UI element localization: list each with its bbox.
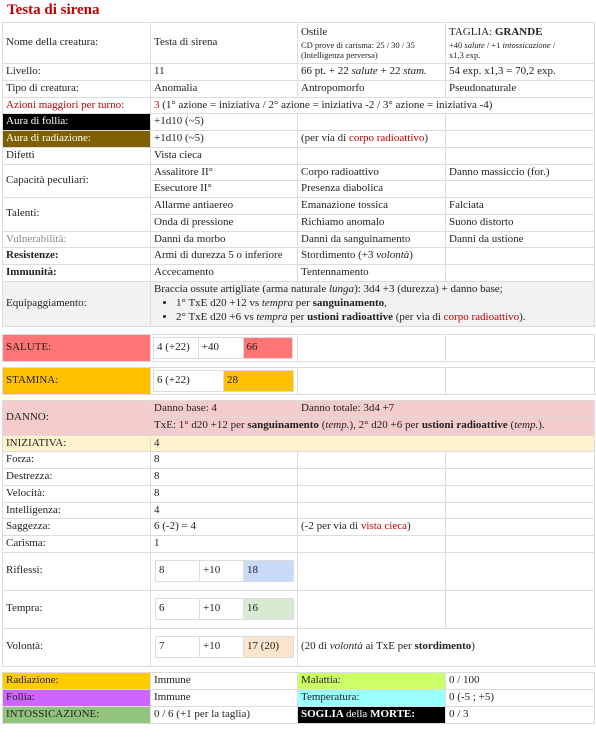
immunita-label: Immunità:	[3, 265, 151, 282]
creature-title: Testa di sirena	[7, 2, 100, 18]
tempra-label: Tempra:	[3, 590, 151, 628]
stamina-base: 6 (+22)	[154, 370, 224, 391]
volonta-note: (20 di volontà ai TxE per stordimento)	[298, 628, 595, 666]
name-value: Testa di sirena	[151, 23, 298, 64]
talento-item: Onda di pressione	[151, 214, 298, 231]
temperatura-value: 0 (-5 ; +5)	[446, 689, 595, 706]
difetti-label: Difetti	[3, 147, 151, 164]
follia-label: Follia:	[3, 689, 151, 706]
ostile-cell	[298, 23, 446, 64]
stamina-total: 28	[224, 370, 294, 391]
stat-value: 8	[151, 485, 298, 502]
aura-radiazione-value: +1d10 (~5)	[151, 131, 298, 148]
equip-value: Braccia ossute artigliate (arma naturale lunga): 3d4 +3 (durezza) + danno base; • 1° TxE d20 +12 vs tempra per sanguinamento, • 2° TxE d20 +6 vs tempra per ustioni radioattive (per via di corpo radioattivo).	[151, 281, 595, 326]
riflessi-label: Riflessi:	[3, 552, 151, 590]
taglia-mod-d: intossicazione	[502, 39, 551, 50]
salute-label: SALUTE:	[3, 334, 151, 361]
stat-label: Velocità:	[3, 485, 151, 502]
name-label: Nome della creatura:	[3, 23, 151, 64]
riflessi-values	[151, 552, 298, 590]
riflessi-bonus: +10	[200, 561, 244, 582]
intossicazione-label: INTOSSICAZIONE:	[3, 706, 151, 723]
equip-bullet-1: • 1° TxE d20 +12 vs tempra per sanguinamento,	[176, 297, 591, 311]
danno-txe: TxE: 1° d20 +12 per sanguinamento (temp.), 2° d20 +6 per ustioni radioattive (temp.).	[151, 417, 595, 435]
immunita-value-1: Accecamento	[151, 265, 298, 282]
stat-value: 8	[151, 469, 298, 486]
danno-label: DANNO:	[3, 400, 151, 435]
tipo-value-2: Antropomorfo	[298, 80, 446, 97]
taglia-mod-c: / +1	[484, 39, 503, 50]
soglia-morte-label: SOGLIA della MORTE:	[298, 706, 446, 723]
volonta-total: 17 (20)	[244, 637, 294, 658]
stamina-label: STAMINA:	[3, 367, 151, 394]
talento-item: Falciata	[446, 198, 595, 215]
equip-bullet-2: • 2° TxE d20 +6 vs tempra per ustioni radioattive (per via di corpo radioattivo).	[176, 311, 591, 325]
soglia-morte-value: 0 / 3	[446, 706, 595, 723]
stat-value: 4	[151, 502, 298, 519]
resistenze-value-1: Armi di durezza 5 o inferiore	[151, 248, 298, 265]
tempra-base: 6	[156, 599, 200, 620]
tempra-values	[151, 590, 298, 628]
stat-value: 1	[151, 536, 298, 553]
taglia-cell	[446, 23, 595, 64]
talento-item: Emanazione tossica	[298, 198, 446, 215]
talenti-label: Talenti:	[3, 198, 151, 232]
temperatura-label: Temperatura:	[298, 689, 446, 706]
salute-values	[151, 334, 298, 361]
stat-label: Saggezza:	[3, 519, 151, 536]
salute-base: 4 (+22)	[154, 337, 199, 358]
taglia-mod-a: +40	[449, 39, 465, 50]
riflessi-total: 18	[244, 561, 294, 582]
tempra-total: 16	[244, 599, 294, 620]
equip-label: Equipaggiamento:	[3, 281, 151, 326]
stat-label: Forza:	[3, 452, 151, 469]
intossicazione-value: 0 / 6 (+1 per la taglia)	[151, 706, 298, 723]
tipo-label: Tipo di creatura:	[3, 80, 151, 97]
aura-radiazione-label: Aura di radiazione:	[3, 131, 151, 148]
salute-bonus: +40	[198, 337, 243, 358]
taglia-prefix: TAGLIA:	[449, 26, 495, 39]
vulnerabilita-item: Danni da ustione	[446, 231, 595, 248]
tipo-value-1: Anomalia	[151, 80, 298, 97]
aura-radiazione-note: (per via di corpo radioattivo)	[298, 131, 446, 148]
capacita-item: Esecutore II°	[151, 181, 298, 198]
livello-label: Livello:	[3, 64, 151, 81]
ostile-title: Ostile	[301, 26, 328, 39]
tempra-bonus: +10	[200, 599, 244, 620]
danno-base: Danno base: 4	[151, 400, 298, 417]
stat-value: 8	[151, 452, 298, 469]
riflessi-base: 8	[156, 561, 200, 582]
capacita-item: Danno massiccio (for.)	[446, 164, 595, 181]
livello-points: 66 pt. + 22 salute + 22 stam.	[298, 64, 446, 81]
stat-label: Destrezza:	[3, 469, 151, 486]
difetti-value: Vista cieca	[151, 147, 298, 164]
capacita-item: Assalitore II°	[151, 164, 298, 181]
azioni-label: Azioni maggiori per turno:	[3, 97, 151, 114]
resistenze-value-2: Stordimento (+3 volontà)	[298, 248, 446, 265]
danno-totale: Danno totale: 3d4 +7	[298, 400, 595, 417]
volonta-base: 7	[156, 637, 200, 658]
talento-item: Suono distorto	[446, 214, 595, 231]
capacita-label: Capacità peculiari:	[3, 164, 151, 198]
iniziativa-value: 4	[151, 435, 595, 452]
azioni-value: 3 (1° azione = iniziativa / 2° azione = iniziativa -2 / 3° azione = iniziativa -4)	[151, 97, 595, 114]
livello-value: 11	[151, 64, 298, 81]
volonta-values	[151, 628, 298, 666]
livello-exp: 54 exp. x1,3 = 70,2 exp.	[446, 64, 595, 81]
malattia-label: Malattia:	[298, 672, 446, 689]
capacita-item: Corpo radioattivo	[298, 164, 446, 181]
taglia-mod-b: salute	[464, 39, 485, 50]
follia-value: Immune	[151, 689, 298, 706]
iniziativa-label: INIZIATIVA:	[3, 435, 151, 452]
ostile-intel: (Intelligenza perversa)	[301, 49, 378, 60]
vulnerabilita-item: Danni da morbo	[151, 231, 298, 248]
stat-label: Carisma:	[3, 536, 151, 553]
malattia-value: 0 / 100	[446, 672, 595, 689]
talento-item: Richiamo anomalo	[298, 214, 446, 231]
taglia-value: GRANDE	[494, 26, 543, 39]
aura-follia-value: +1d10 (~5)	[151, 114, 298, 131]
immunita-value-2: Tentennamento	[298, 265, 446, 282]
taglia-mod-f: x1,3 exp.	[449, 49, 481, 60]
radiazione-value: Immune	[151, 672, 298, 689]
ostile-cd: CD prove di carisma: 25 / 30 / 35	[301, 39, 415, 50]
vulnerabilita-label: Vulnerabilità:	[3, 231, 151, 248]
resistenze-label: Resistenze:	[3, 248, 151, 265]
taglia-mod-e: /	[550, 39, 556, 50]
creature-sheet	[2, 22, 595, 724]
volonta-label: Volontà:	[3, 628, 151, 666]
talento-item: Allarme antiaereo	[151, 198, 298, 215]
tipo-value-3: Pseudonaturale	[446, 80, 595, 97]
radiazione-label: Radiazione:	[3, 672, 151, 689]
aura-follia-label: Aura di follia:	[3, 114, 151, 131]
saggezza-note: (-2 per via di vista cieca)	[298, 519, 446, 536]
volonta-bonus: +10	[200, 637, 244, 658]
stamina-values	[151, 367, 298, 394]
salute-total: 66	[243, 337, 293, 358]
stat-value: 6 (-2) = 4	[151, 519, 298, 536]
stat-label: Intelligenza:	[3, 502, 151, 519]
capacita-item: Presenza diabolica	[298, 181, 446, 198]
vulnerabilita-item: Danni da sanguinamento	[298, 231, 446, 248]
